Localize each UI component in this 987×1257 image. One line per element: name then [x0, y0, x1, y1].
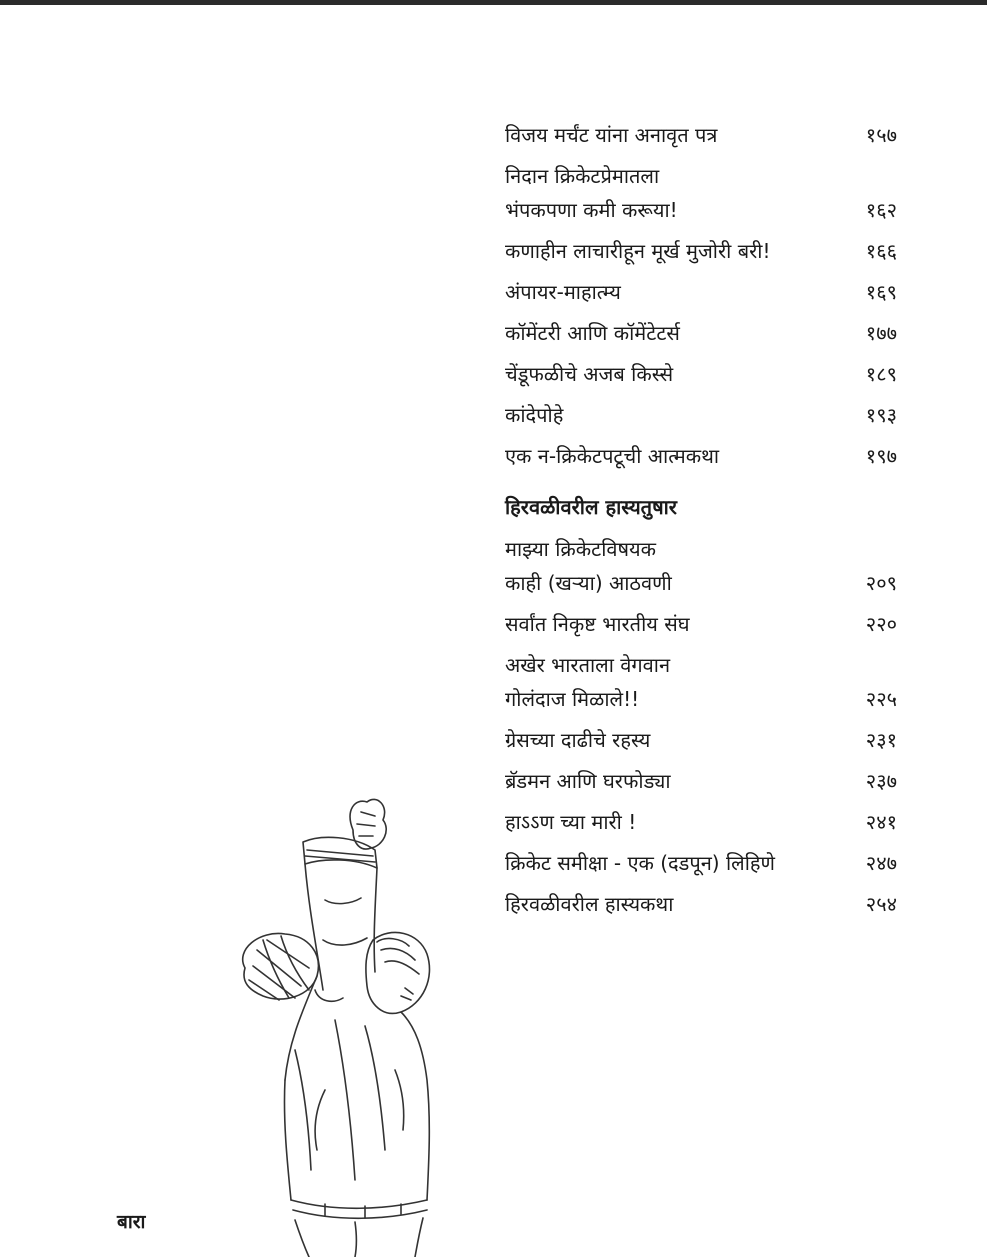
toc-group-1: [505, 118, 897, 473]
toc-entry-title: [505, 764, 671, 798]
toc-group-2: [505, 532, 897, 921]
toc-entry: [505, 764, 897, 798]
toc-entry-title: [505, 805, 636, 839]
toc-entry-title-line: काही (खऱ्या) आठवणी: [505, 571, 672, 595]
toc-entry-title-line: निदान क्रिकेटप्रेमातला: [505, 164, 660, 188]
toc-entry: [505, 398, 897, 432]
toc-entry-title-line: एक न-क्रिकेटपटूची आत्मकथा: [505, 444, 720, 468]
toc-entry-title-line: ब्रॅडमन आणि घरफोड्या: [505, 769, 671, 793]
cricket-player-sketch-icon: [205, 790, 495, 1257]
toc-entry-title-line: चेंडूफळीचे अजब किस्से: [505, 362, 674, 386]
toc-entry-title-line: कांदेपोहे: [505, 403, 564, 427]
toc-entry-title-line: गोलंदाज मिळाले!!: [505, 687, 640, 711]
toc-entry-page-number: २२०: [865, 612, 897, 636]
toc-entry-title: [505, 316, 680, 350]
toc-entry-title-line: अखेर भारताला वेगवान: [505, 653, 671, 677]
toc-entry-page-number: १७७: [865, 321, 897, 345]
toc-entry-title: [505, 234, 771, 268]
toc-entry-title-line: भंपकपणा कमी करूया!: [505, 198, 678, 222]
table-of-contents: [505, 118, 897, 928]
toc-entry: [505, 607, 897, 641]
toc-entry: [505, 532, 897, 600]
toc-entry: [505, 357, 897, 391]
toc-entry-title-line: हिरवळीवरील हास्यकथा: [505, 892, 674, 916]
toc-entry-title: [505, 118, 717, 152]
toc-entry: [505, 316, 897, 350]
toc-entry-title: [505, 532, 672, 600]
toc-entry-title-line: कणाहीन लाचारीहून मूर्ख मुजोरी बरी!: [505, 239, 771, 263]
section-heading: हिरवळीवरील हास्यतुषार: [505, 495, 677, 519]
toc-entry-title-line: विजय मर्चंट यांना अनावृत पत्र: [505, 123, 718, 147]
toc-entry: [505, 723, 897, 757]
toc-entry-title: [505, 439, 719, 473]
toc-entry-page-number: १५७: [865, 123, 897, 147]
toc-entry-page-number: २५४: [865, 892, 897, 916]
toc-entry: [505, 805, 897, 839]
toc-entry-title: [505, 398, 563, 432]
toc-entry-title: [505, 275, 621, 309]
toc-entry-page-number: २२५: [865, 687, 897, 711]
toc-entry-title: [505, 648, 670, 716]
toc-entry: [505, 648, 897, 716]
toc-entry-page-number: १९३: [865, 403, 897, 427]
toc-entry-title-line: सर्वांत निकृष्ट भारतीय संघ: [505, 612, 690, 636]
toc-entry-page-number: २३७: [865, 769, 897, 793]
toc-entry-page-number: २३१: [865, 728, 897, 752]
toc-entry-page-number: २४७: [865, 851, 897, 875]
toc-entry: [505, 118, 897, 152]
toc-entry-title-line: माझ्या क्रिकेटविषयक: [505, 537, 657, 561]
top-border-rule: [0, 0, 987, 5]
toc-entry: [505, 159, 897, 227]
toc-entry-title-line: ग्रेसच्या दाढीचे रहस्य: [505, 728, 651, 752]
toc-entry-title: [505, 357, 673, 391]
toc-entry-page-number: १६६: [865, 239, 897, 263]
toc-entry-title-line: कॉमेंटरी आणि कॉमेंटेटर्स: [505, 321, 680, 345]
toc-entry-page-number: १६९: [865, 280, 897, 304]
toc-entry-page-number: १६२: [865, 198, 897, 222]
toc-entry: [505, 887, 897, 921]
toc-entry-title: [505, 723, 650, 757]
toc-entry-page-number: २०९: [865, 571, 897, 595]
toc-entry: [505, 846, 897, 880]
toc-entry-title: [505, 607, 690, 641]
toc-entry-title: [505, 887, 673, 921]
toc-entry-title: [505, 159, 678, 227]
toc-entry-page-number: १९७: [865, 444, 897, 468]
toc-entry-page-number: २४१: [865, 810, 897, 834]
toc-entry: [505, 275, 897, 309]
toc-entry-title-line: अंपायर-माहात्म्य: [505, 280, 621, 304]
toc-entry-title-line: हाऽऽण च्या मारी !: [505, 810, 637, 834]
toc-entry: [505, 439, 897, 473]
toc-entry-title: [505, 846, 775, 880]
page-folio: बारा: [117, 1211, 146, 1233]
toc-entry-title-line: क्रिकेट समीक्षा - एक (दडपून) लिहिणे: [505, 851, 775, 875]
toc-entry-page-number: १८९: [865, 362, 897, 386]
toc-entry: [505, 234, 897, 268]
